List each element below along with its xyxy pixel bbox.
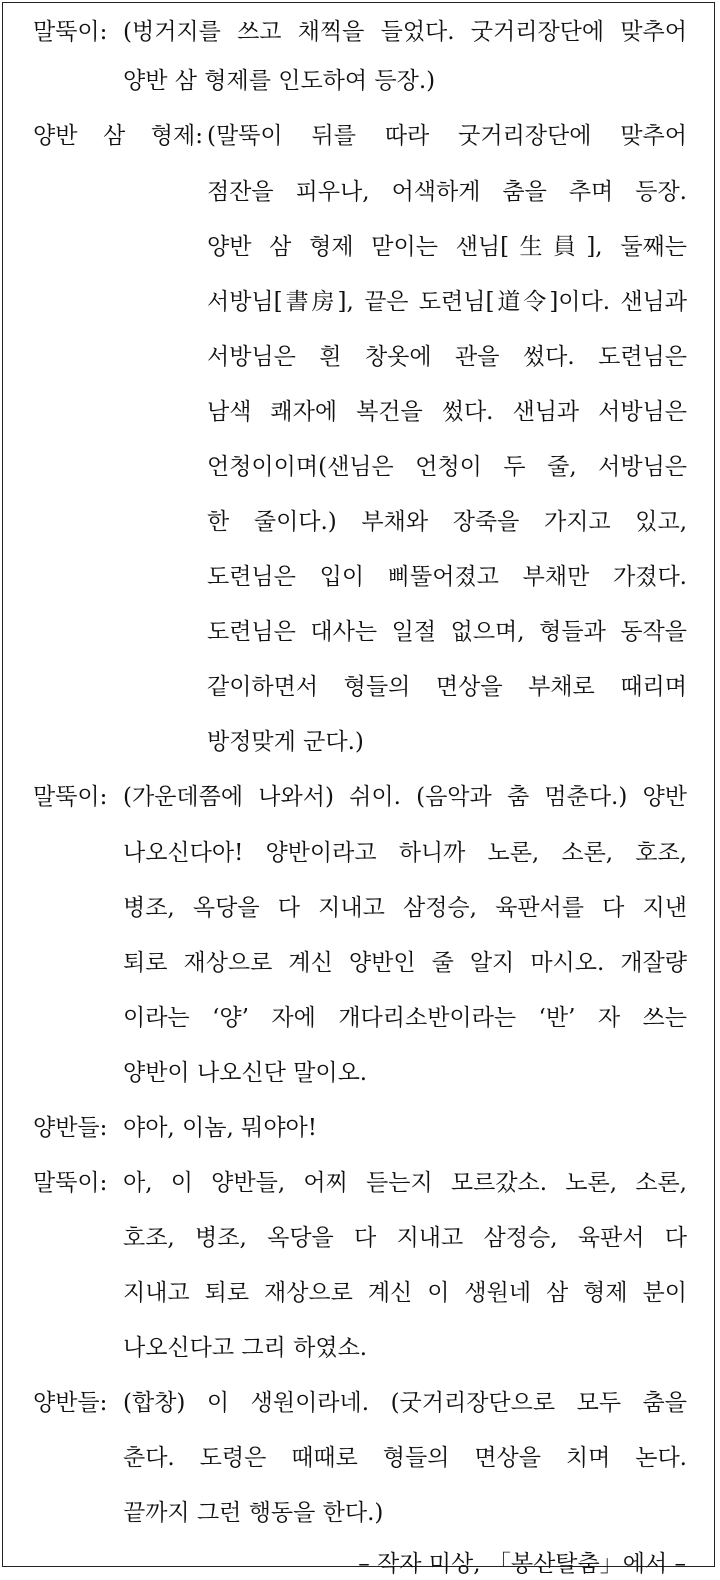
dialogue-line: (말뚝이 뒤를 따라 굿거리장단에 맞추어 (207, 123, 687, 149)
dialogue-line: 언청이이며(샌님은 언청이 두 줄, 서방님은 (207, 454, 687, 480)
dialogue-line: 끝까지 그런 행동을 한다.) (123, 1500, 384, 1526)
dialogue-line: 한 줄이다.) 부채와 장죽을 가지고 있고, (207, 509, 687, 535)
dialogue-line: 나오신다고 그리 하였소. (123, 1335, 368, 1361)
speaker-label: 말뚝이: (33, 19, 108, 45)
speaker-label: 말뚝이: (33, 784, 108, 810)
dialogue-line: 서방님은 흰 창옷에 관을 썼다. 도련님은 (207, 344, 687, 370)
speaker-label: 양반들: (33, 1115, 108, 1141)
dialogue-line: 방정맞게 군다.) (207, 729, 364, 755)
dialogue-line: 퇴로 재상으로 계신 양반인 줄 알지 마시오. 개잘량 (123, 950, 687, 976)
dialogue-line: (벙거지를 쓰고 채찍을 들었다. 굿거리장단에 맞추어 (123, 19, 687, 45)
dialogue-line: 양반 삼 형제를 인도하여 등장.) (123, 68, 436, 94)
speaker-label: 말뚝이: (33, 1170, 108, 1196)
dialogue-line: (가운데쯤에 나와서) 쉬이. (음악과 춤 멈춘다.) 양반 (123, 784, 687, 810)
dialogue-line: 이라는 ‘양’ 자에 개다리소반이라는 ‘반’ 자 쓰는 (123, 1005, 687, 1031)
dialogue-line: 서방님[書房], 끝은 도련님[道令]이다. 샌님과 (207, 289, 687, 315)
dialogue-line: 춘다. 도령은 때때로 형들의 면상을 치며 논다. (123, 1445, 687, 1471)
dialogue-line: 병조, 옥당을 다 지내고 삼정승, 육판서를 다 지낸 (123, 895, 687, 921)
dialogue-line: 도련님은 입이 삐뚤어졌고 부채만 가졌다. (207, 564, 687, 590)
dialogue-line: 남색 쾌자에 복건을 썼다. 샌님과 서방님은 (207, 399, 687, 425)
dialogue-line: 야아, 이놈, 뭐야아! (123, 1115, 318, 1141)
dialogue-line: 호조, 병조, 옥당을 다 지내고 삼정승, 육판서 다 (123, 1225, 687, 1251)
speaker-label: 양반 삼 형제: (33, 123, 203, 149)
dialogue-line: 지내고 퇴로 재상으로 계신 이 생원네 삼 형제 분이 (123, 1280, 687, 1306)
dialogue-line: 아, 이 양반들, 어찌 듣는지 모르갔소. 노론, 소론, (123, 1170, 687, 1196)
dialogue-line: 양반 삼 형제 맏이는 샌님[生員], 둘째는 (207, 234, 687, 260)
dialogue-line: (합창) 이 생원이라네. (굿거리장단으로 모두 춤을 (123, 1390, 687, 1416)
speaker-label: 양반들: (33, 1390, 108, 1416)
dialogue-line: 점잔을 피우나, 어색하게 춤을 추며 등장. (207, 179, 687, 205)
dialogue-line: 나오신다아! 양반이라고 하니까 노론, 소론, 호조, (123, 840, 687, 866)
source-citation: – 작자 미상, 「봉산탈춤」에서 – (358, 1551, 686, 1577)
dialogue-line: 양반이 나오신단 말이오. (123, 1060, 368, 1086)
dialogue-line: 같이하면서 형들의 면상을 부채로 때리며 (207, 674, 687, 700)
dialogue-line: 도련님은 대사는 일절 없으며, 형들과 동작을 (207, 619, 687, 645)
